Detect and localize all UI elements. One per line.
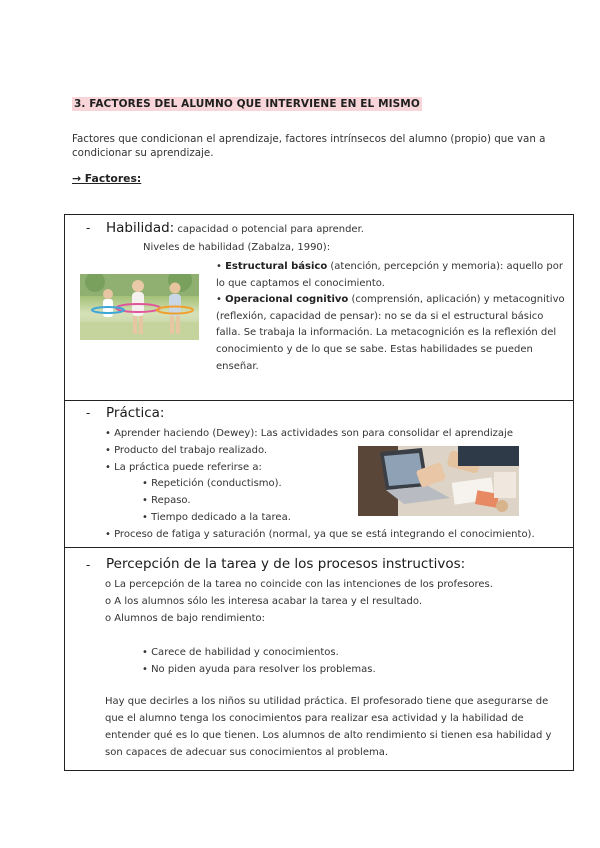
practica-item: • La práctica puede referirse a:	[105, 462, 262, 473]
habilidad-item-2-line2: (reflexión, capacidad de pensar): no se da si el estructural básico	[216, 311, 544, 322]
practica-subitem: • Tiempo dedicado a la tarea.	[142, 512, 291, 523]
paragraph-line: entender qué es lo que tienen. Los alumnos de alto rendimiento si tienen esa habilidad y	[105, 730, 552, 741]
habilidad-item-2-line5: enseñar.	[216, 361, 259, 372]
operacional-cognitivo-term: Operacional cognitivo	[225, 294, 349, 305]
bullet-marker: •	[216, 294, 226, 305]
children-hula-hoop-photo	[80, 274, 199, 340]
percepcion-point: o La percepción de la tarea no coincide con las intenciones de los profesores.	[105, 579, 493, 590]
paragraph-line: son capaces de adecuar sus conocimientos al problema.	[105, 747, 389, 758]
laptop-photo-illustration	[358, 446, 519, 516]
practica-item: • Producto del trabajo realizado.	[105, 445, 268, 456]
percepcion-paragraph	[105, 693, 551, 761]
habilidad-definition: capacidad o potencial para aprender.	[174, 224, 364, 235]
percepcion-subpoint: • Carece de habilidad y conocimientos.	[142, 647, 339, 658]
habilidad-heading	[106, 220, 364, 236]
section-heading: 3. FACTORES DEL ALUMNO QUE INTERVIENE EN EL MISMO	[74, 98, 420, 110]
habilidad-item-1	[216, 261, 563, 272]
operacional-cognitivo-desc: (comprensión, aplicación) y metacognitivo	[348, 294, 565, 305]
intro-text	[72, 133, 562, 160]
intro-line: condicionar su aprendizaje.	[72, 146, 214, 159]
laptop-meeting-photo	[358, 446, 519, 516]
intro-line: Factores que condicionan el aprendizaje, factores intrínsecos del alumno (propio) que van a	[72, 133, 546, 145]
factors-subheading: → Factores:	[72, 172, 142, 185]
practica-subitem: • Repaso.	[142, 495, 191, 506]
children-photo-illustration	[80, 274, 199, 340]
percepcion-point: o Alumnos de bajo rendimiento:	[105, 613, 265, 624]
percepcion-subpoint: • No piden ayuda para resolver los problemas.	[142, 664, 376, 675]
habilidad-item-2	[216, 294, 565, 305]
practica-subitem: • Repetición (conductismo).	[142, 478, 282, 489]
habilidad-item-2-line4: conocimiento y de lo que se sabe. Estas habilidades se pueden	[216, 344, 533, 355]
percepcion-bullet: -	[86, 558, 91, 572]
practica-bullet: -	[86, 406, 91, 420]
habilidad-item-1-line2: lo que captamos el conocimiento.	[216, 278, 385, 289]
percepcion-point: o A los alumnos sólo les interesa acabar la tarea y el resultado.	[105, 596, 423, 607]
practica-title: Práctica:	[106, 405, 165, 421]
practica-item-last: • Proceso de fatiga y saturación (normal, ya que se está integrando el conocimiento).	[105, 529, 535, 540]
habilidad-title: Habilidad:	[106, 220, 175, 236]
habilidad-item-2-line3: falla. Se trabaja la información. La metacognición es la reflexión del	[216, 327, 557, 338]
paragraph-line: que el alumno tenga los conocimientos para realizar esa actividad y la habilidad de	[105, 713, 524, 724]
habilidad-bullet: -	[86, 221, 91, 235]
estructural-basico-term: Estructural básico	[225, 261, 328, 272]
estructural-basico-desc: (atención, percepción y memoria): aquello por	[327, 261, 563, 272]
bullet-marker: •	[216, 261, 226, 272]
practica-item: • Aprender haciendo (Dewey): Las actividades son para consolidar el aprendizaje	[105, 428, 513, 439]
paragraph-line: Hay que decirles a los niños su utilidad práctica. El profesorado tiene que asegurarse de	[105, 696, 549, 707]
percepcion-title: Percepción de la tarea y de los procesos instructivos:	[106, 556, 466, 572]
habilidad-levels-label: Niveles de habilidad (Zabalza, 1990):	[143, 242, 331, 253]
